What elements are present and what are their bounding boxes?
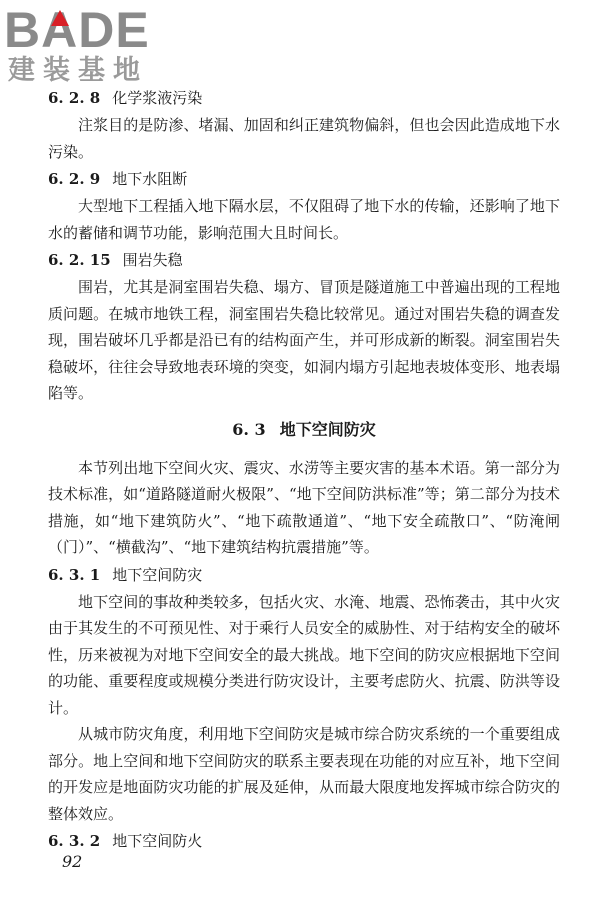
paragraph-6-2-15: 围岩，尤其是洞室围岩失稳、塌方、冒顶是隧道施工中普遍出现的工程地质问题。在城市地铁工程，洞室围岩失稳比较常见。通过对围岩失稳的调查发现，围岩破坏几乎都是沿已有的结构面产生，并可形成新的断裂。洞室围岩失稳破坏，往往会导致地表环境的突变，如洞内塌方引起地表坡体变形、地表塌陷等。	[48, 278, 560, 402]
paragraph-6-3-1-a: 地下空间的事故种类较多，包括火灾、水淹、地震、恐怖袭击，其中火灾由于其发生的不可预见性、对于乘行人员安全的威胁性、对于结构安全的破坏性，历来被视为对地下空间安全的最大挑战。地下空间的防灾应根据地下空间的功能、重要程度或规模分类进行防灾设计，主要考虑防火、抗震、防洪等设计。	[48, 592, 560, 717]
section-title-6-3	[48, 417, 560, 443]
logo-letter-a: A	[41, 2, 79, 58]
heading-title: 地下空间防灾	[112, 565, 203, 584]
paragraph-6-3-1-b: 从城市防灾角度，利用地下空间防灾是城市综合防灾系统的一个重要组成部分。地上空间和地下空间防灾的联系主要表现在功能的对应互补，地下空间的开发应是地面防灾功能的扩展及延伸，从而最大限度地发挥城市综合防灾的整体效应。	[48, 725, 560, 823]
bade-logo	[4, 4, 184, 88]
page-number: 92	[62, 852, 83, 871]
heading-title: 地下水阻断	[112, 170, 188, 188]
heading-title: 化学浆液污染	[112, 89, 203, 107]
heading-title: 围岩失稳	[122, 251, 183, 269]
logo-subtitle: 建装基地	[8, 55, 148, 86]
heading-number: 6. 2. 9	[48, 170, 101, 188]
heading-6-3-2	[48, 829, 560, 853]
paragraph-6-2-8: 注浆目的是防渗、堵漏、加固和纠正建筑物偏斜，但也会因此造成地下水污染。	[48, 116, 560, 161]
logo-wordmark	[4, 4, 184, 56]
heading-number: 6. 3. 1	[48, 565, 101, 584]
paragraph-6-3: 本节列出地下空间火灾、震灾、水涝等主要灾害的基本术语。第一部分为技术标准，如“道路隧道耐火极限”、“地下空间防洪标准”等；第二部分为技术措施，如“地下建筑防火”、“地下疏散通道”、“地下安全疏散口”、“防淹闸（门）”、“横截沟”、“地下建筑结构抗震措施”等。	[48, 458, 560, 556]
logo-letter-b: B	[4, 2, 42, 58]
paragraph-6-2-9: 大型地下工程插入地下隔水层，不仅阻碍了地下水的传输，还影响了地下水的蓄储和调节功能，影响范围大且时间长。	[48, 197, 560, 242]
heading-6-2-9	[48, 167, 560, 191]
heading-number: 6. 3. 2	[48, 832, 101, 850]
heading-title: 地下空间防火	[112, 832, 203, 850]
heading-6-3-1	[48, 563, 560, 587]
page-content	[48, 84, 560, 855]
heading-number: 6. 2. 8	[48, 89, 101, 107]
heading-6-2-8	[48, 86, 560, 110]
logo-letters-de: DE	[78, 2, 150, 58]
heading-6-2-15	[48, 248, 560, 272]
heading-number: 6. 2. 15	[48, 251, 111, 269]
red-triangle-icon	[51, 10, 69, 26]
section-number: 6. 3	[232, 419, 266, 439]
section-title-text: 地下空间防灾	[279, 419, 376, 439]
